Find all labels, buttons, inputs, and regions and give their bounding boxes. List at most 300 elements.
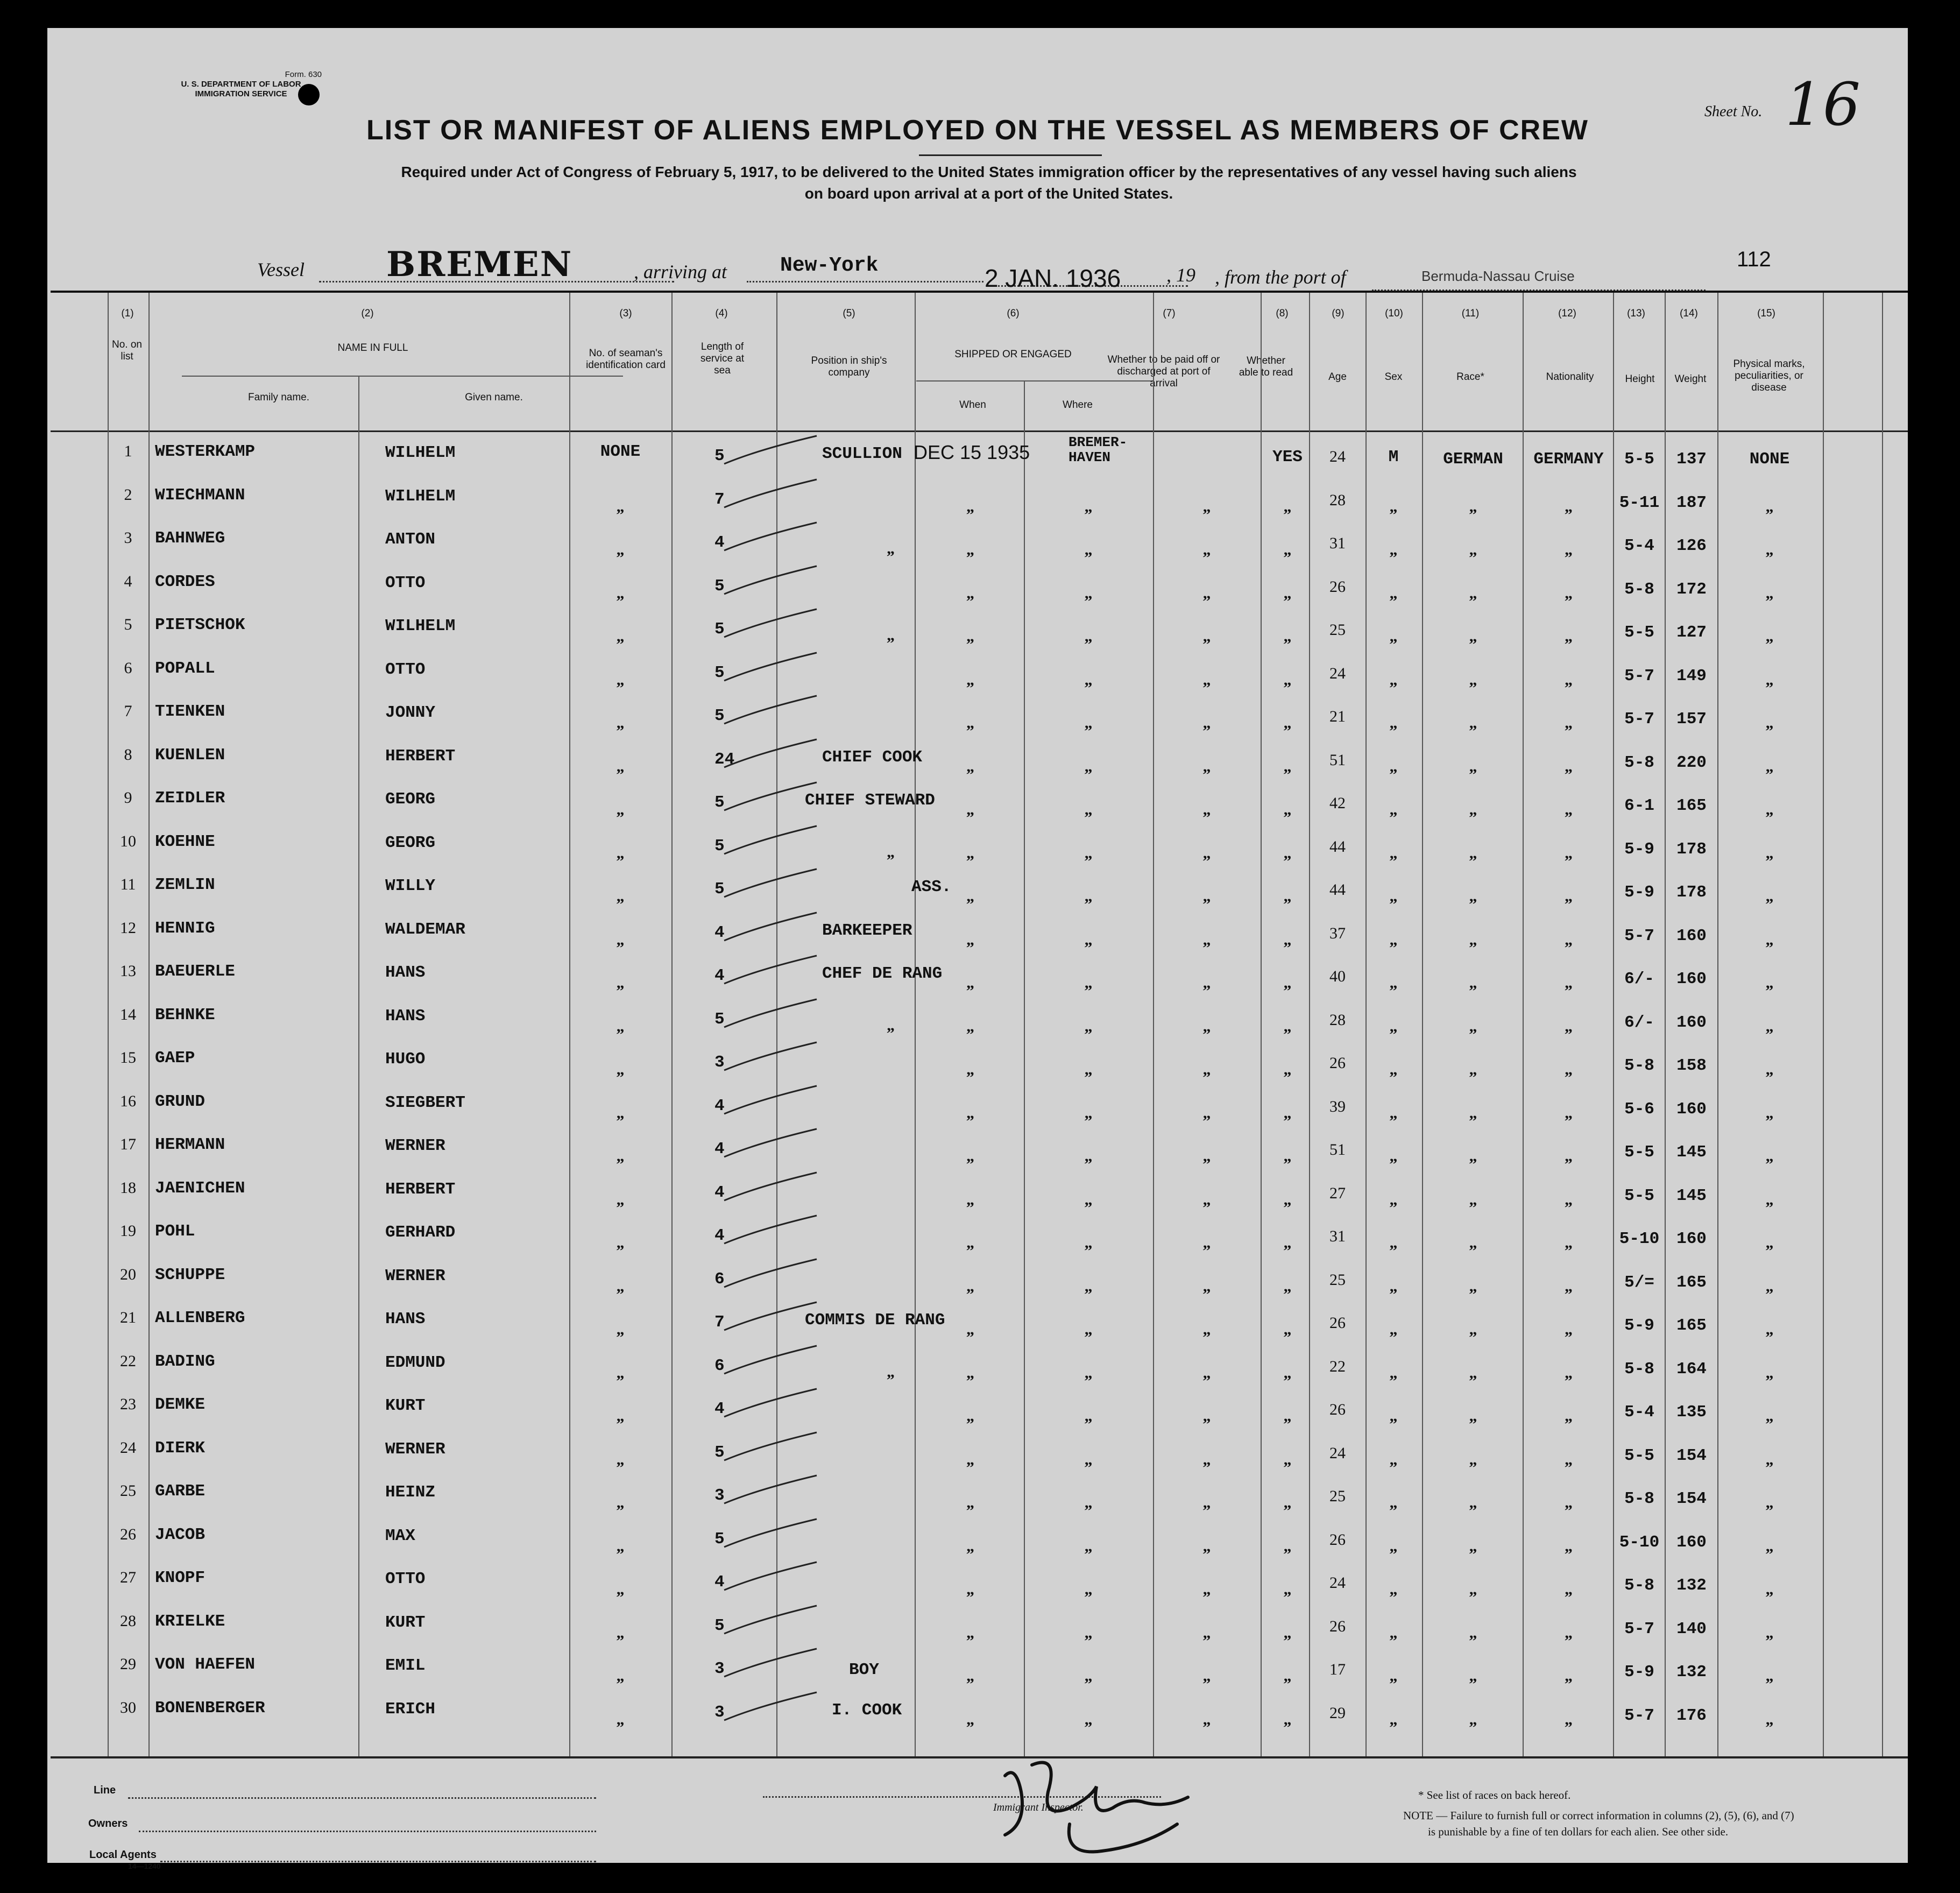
ditto-mark-sex: „: [1389, 627, 1398, 645]
header-nationality: Nationality: [1546, 371, 1594, 383]
weight: 165: [1676, 796, 1707, 815]
ditto-mark-read: „: [1283, 670, 1292, 689]
weight: 164: [1676, 1359, 1707, 1379]
length-of-service: 4: [714, 1226, 725, 1245]
ditto-mark-card: „: [616, 930, 625, 949]
ship-position: „: [887, 1016, 895, 1034]
length-of-service: 5: [714, 836, 725, 856]
ditto-mark-paid: „: [1202, 887, 1211, 905]
service-check-mark: [720, 434, 827, 471]
row-number: 21: [120, 1309, 136, 1326]
given-name: WILHELM: [385, 443, 456, 462]
age: 25: [1329, 621, 1346, 639]
ditto-mark-marks: „: [1765, 670, 1774, 689]
ditto-mark-card: „: [616, 1710, 625, 1728]
footer-owners-label: Owners: [88, 1818, 128, 1830]
ditto-mark-read: „: [1283, 1710, 1292, 1728]
weight: 140: [1676, 1619, 1707, 1638]
header-shipped-engaged: SHIPPED OR ENGAGED: [954, 349, 1072, 360]
ditto-mark-sex: „: [1389, 714, 1398, 732]
ship-position: „: [887, 626, 895, 644]
ditto-mark-card: „: [616, 1190, 625, 1209]
ditto-mark-where: „: [1084, 1710, 1093, 1728]
ditto-mark-when: „: [966, 541, 974, 559]
ditto-mark-nat: „: [1565, 541, 1573, 559]
ditto-mark-marks: „: [1765, 1277, 1774, 1295]
ditto-mark-marks: „: [1765, 714, 1774, 732]
column-rule: [1024, 380, 1025, 1756]
ditto-mark-sex: „: [1389, 541, 1398, 559]
age: 42: [1329, 794, 1346, 812]
sex: M: [1388, 448, 1399, 467]
manifest-sheet: [47, 28, 1908, 1870]
ditto-mark-where: „: [1084, 1017, 1093, 1035]
ditto-mark-paid: „: [1202, 1710, 1211, 1728]
length-of-service: 5: [714, 1616, 725, 1635]
ditto-mark-paid: „: [1202, 930, 1211, 949]
length-of-service: 5: [714, 707, 725, 725]
weight: 187: [1676, 493, 1707, 512]
height: 5-11: [1619, 493, 1660, 512]
given-name: KURT: [385, 1396, 426, 1415]
ditto-mark-race: „: [1469, 844, 1477, 862]
height: 5-6: [1624, 1099, 1654, 1119]
age: 25: [1329, 1487, 1346, 1505]
page-subtitle: [263, 161, 1715, 204]
family-name: KUENLEN: [155, 745, 225, 765]
ditto-mark-nat: „: [1565, 974, 1573, 992]
ditto-mark-paid: „: [1202, 1017, 1211, 1035]
weight: 160: [1676, 1532, 1707, 1552]
weight: 126: [1676, 536, 1707, 555]
ditto-mark-when: „: [966, 1580, 974, 1598]
vessel-name: BREMEN: [386, 244, 573, 285]
ditto-mark-race: „: [1469, 497, 1477, 515]
ditto-mark-card: „: [616, 1623, 625, 1642]
nationality: GERMANY: [1533, 450, 1604, 469]
header-bottom-rule: [51, 430, 1908, 432]
family-name: JACOB: [155, 1525, 206, 1544]
family-name: SCHUPPE: [155, 1265, 225, 1284]
ditto-mark-read: „: [1283, 1320, 1292, 1338]
ditto-mark-sex: „: [1389, 1364, 1398, 1382]
header-id-card: No. of seaman's identification card: [586, 348, 666, 371]
row-number: 19: [120, 1222, 136, 1240]
ditto-mark-marks: „: [1765, 801, 1774, 818]
ditto-mark-paid: „: [1202, 844, 1211, 862]
ditto-mark-race: „: [1469, 1407, 1477, 1425]
ditto-mark-where: „: [1084, 930, 1093, 949]
ditto-mark-race: „: [1469, 584, 1477, 602]
length-of-service: 3: [714, 1659, 725, 1678]
ditto-mark-read: „: [1283, 1494, 1292, 1511]
height: 5-9: [1624, 883, 1654, 902]
ditto-mark-nat: „: [1565, 844, 1573, 862]
service-check-mark: [720, 607, 827, 645]
row-number: 27: [120, 1569, 136, 1586]
length-of-service: 6: [714, 1356, 725, 1375]
given-name: OTTO: [385, 1570, 426, 1588]
height: 5-5: [1624, 1446, 1654, 1465]
ditto-mark-race: „: [1469, 1234, 1477, 1252]
ditto-mark-when: „: [966, 1234, 974, 1252]
ditto-mark-card: „: [616, 1364, 625, 1382]
ditto-mark-race: „: [1469, 1320, 1477, 1338]
ditto-mark-where: „: [1084, 1147, 1093, 1165]
weight: 135: [1676, 1403, 1707, 1422]
ditto-mark-when: „: [966, 801, 974, 818]
family-name: BADING: [155, 1352, 215, 1371]
ditto-mark-read: „: [1283, 1623, 1292, 1642]
given-name: ANTON: [385, 530, 436, 549]
ditto-mark-where: „: [1084, 801, 1093, 818]
age: 24: [1329, 1444, 1346, 1462]
age: 26: [1329, 1401, 1346, 1418]
ditto-mark-nat: „: [1565, 1580, 1573, 1598]
length-of-service: 5: [714, 880, 725, 899]
column-number: (5): [843, 308, 855, 319]
subtitle-line-2: on board upon arrival at a port of the United States.: [804, 185, 1173, 202]
service-check-mark: [720, 1387, 827, 1424]
age: 24: [1329, 1574, 1346, 1592]
shipped-when: DEC 15 1935: [914, 441, 1030, 463]
family-name: BONENBERGER: [155, 1698, 265, 1718]
length-of-service: 24: [714, 750, 735, 769]
ditto-mark-nat: „: [1565, 801, 1573, 818]
height: 5-5: [1624, 623, 1654, 642]
column-number: (4): [715, 308, 728, 319]
given-name: KURT: [385, 1613, 426, 1632]
column-number: (13): [1627, 308, 1645, 319]
ditto-mark-sex: „: [1389, 584, 1398, 602]
ditto-mark-when: „: [966, 930, 974, 949]
family-name: DIERK: [155, 1438, 206, 1458]
family-name: POHL: [155, 1222, 195, 1241]
row-number: 9: [124, 789, 132, 807]
height: 5-10: [1619, 1532, 1660, 1552]
height: 5-8: [1624, 1576, 1654, 1595]
column-number: (15): [1757, 308, 1775, 319]
shipped-where: BREMER-HAVEN: [1069, 434, 1128, 465]
row-number: 24: [120, 1438, 136, 1457]
ditto-mark-read: „: [1283, 1061, 1292, 1078]
weight: 145: [1676, 1186, 1707, 1205]
row-number: 8: [124, 745, 132, 764]
ditto-mark-paid: „: [1202, 801, 1211, 818]
ditto-mark-race: „: [1469, 757, 1477, 775]
ditto-mark-card: „: [616, 844, 625, 862]
ditto-mark-nat: „: [1565, 1277, 1573, 1295]
ditto-mark-nat: „: [1565, 1234, 1573, 1252]
given-name: HEINZ: [385, 1483, 436, 1502]
family-name: BEHNKE: [155, 1005, 215, 1025]
physical-marks: NONE: [1749, 450, 1790, 469]
able-to-read: YES: [1272, 448, 1303, 467]
family-name: POPALL: [155, 659, 215, 678]
ditto-mark-race: „: [1469, 541, 1477, 559]
service-check-mark: [720, 1647, 827, 1684]
service-check-mark: [720, 953, 827, 991]
ditto-mark-marks: „: [1765, 497, 1774, 515]
length-of-service: 4: [714, 1183, 725, 1202]
ditto-mark-race: „: [1469, 670, 1477, 689]
family-name: ZEIDLER: [155, 789, 225, 808]
row-number: 4: [124, 572, 132, 590]
height: 5-8: [1624, 1056, 1654, 1075]
length-of-service: 5: [714, 1529, 725, 1549]
ditto-mark-when: „: [966, 1407, 974, 1425]
ditto-mark-when: „: [966, 670, 974, 689]
ditto-mark-marks: „: [1765, 1450, 1774, 1468]
ditto-mark-sex: „: [1389, 1017, 1398, 1035]
ditto-mark-sex: „: [1389, 1061, 1398, 1078]
column-number: (6): [1007, 308, 1020, 319]
ditto-mark-sex: „: [1389, 801, 1398, 818]
ditto-mark-sex: „: [1389, 1277, 1398, 1295]
header-family-name: Family name.: [247, 392, 310, 403]
age: 24: [1329, 664, 1346, 682]
ditto-mark-where: „: [1084, 1407, 1093, 1425]
length-of-service: 4: [714, 533, 725, 552]
ditto-mark-card: „: [616, 1407, 625, 1425]
ditto-mark-race: „: [1469, 1710, 1477, 1728]
age: 39: [1329, 1097, 1346, 1115]
ditto-mark-marks: „: [1765, 1234, 1774, 1252]
family-name: BAHNWEG: [155, 529, 225, 548]
given-name: WERNER: [385, 1439, 445, 1459]
ditto-mark-when: „: [966, 1710, 974, 1728]
ditto-mark-sex: „: [1389, 1190, 1398, 1209]
age: 25: [1329, 1270, 1346, 1289]
ditto-mark-read: „: [1283, 1580, 1292, 1598]
ship-position: CHIEF STEWARD: [805, 791, 935, 810]
ditto-mark-race: „: [1469, 1364, 1477, 1382]
ditto-mark-race: „: [1469, 627, 1477, 645]
family-name: WIECHMANN: [155, 485, 245, 505]
year-label: , 19: [1166, 264, 1195, 286]
arriving-line: [747, 281, 983, 282]
ditto-mark-read: „: [1283, 1667, 1292, 1685]
row-number: 17: [120, 1135, 136, 1153]
ditto-mark-race: „: [1469, 1494, 1477, 1511]
height: 5-7: [1624, 1619, 1654, 1638]
column-rule: [569, 293, 570, 1756]
weight: 132: [1676, 1663, 1707, 1682]
height: 5-7: [1624, 710, 1654, 729]
ditto-mark-paid: „: [1202, 1580, 1211, 1598]
weight: 160: [1676, 926, 1707, 945]
ditto-mark-marks: „: [1765, 1017, 1774, 1035]
family-name: VON HAEFEN: [155, 1655, 256, 1674]
ditto-mark-where: „: [1084, 1494, 1093, 1511]
height: 5-4: [1624, 536, 1654, 555]
ditto-mark-read: „: [1283, 1537, 1292, 1555]
ship-position: „: [887, 540, 895, 557]
length-of-service: 4: [714, 1140, 725, 1159]
column-rule: [915, 293, 916, 1756]
given-name: ERICH: [385, 1699, 436, 1719]
ditto-mark-paid: „: [1202, 1234, 1211, 1252]
weight: 160: [1676, 970, 1707, 988]
row-number: 7: [124, 702, 132, 720]
ditto-mark-sex: „: [1389, 1234, 1398, 1252]
ditto-mark-when: „: [966, 757, 974, 775]
age: 31: [1329, 534, 1346, 552]
weight: 145: [1676, 1143, 1707, 1162]
ditto-mark-where: „: [1084, 1364, 1093, 1382]
ditto-mark-marks: „: [1765, 887, 1774, 905]
ditto-mark-nat: „: [1565, 757, 1573, 775]
sheet-number: 16: [1785, 70, 1860, 139]
family-name: HERMANN: [155, 1135, 225, 1154]
ditto-mark-race: „: [1469, 974, 1477, 992]
row-number: 14: [120, 1005, 136, 1023]
column-rule: [148, 293, 150, 1756]
service-check-mark: [720, 1690, 827, 1728]
ditto-mark-nat: „: [1565, 1320, 1573, 1338]
ditto-mark-read: „: [1283, 714, 1292, 732]
length-of-service: 5: [714, 1443, 725, 1462]
race: GERMAN: [1443, 450, 1503, 469]
ditto-mark-nat: „: [1565, 1623, 1573, 1642]
ditto-mark-where: „: [1084, 1537, 1093, 1555]
ditto-mark-paid: „: [1202, 1450, 1211, 1468]
height: 5-8: [1624, 1489, 1654, 1508]
height: 5-9: [1624, 839, 1654, 859]
ditto-mark-nat: „: [1565, 1017, 1573, 1035]
ditto-mark-nat: „: [1565, 1494, 1573, 1511]
length-of-service: 5: [714, 447, 725, 465]
ditto-mark-race: „: [1469, 1537, 1477, 1555]
ditto-mark-paid: „: [1202, 541, 1211, 559]
service-check-mark: [720, 1604, 827, 1641]
header-physical-marks: Physical marks, peculiarities, or disease: [1733, 358, 1805, 393]
service-check-mark: [720, 1127, 827, 1164]
row-number: 26: [120, 1525, 136, 1543]
weight: 172: [1676, 580, 1707, 599]
ditto-mark-race: „: [1469, 1017, 1477, 1035]
ditto-mark-race: „: [1469, 1061, 1477, 1078]
length-of-service: 7: [714, 1313, 725, 1332]
service-check-mark: [720, 564, 827, 602]
length-of-service: 4: [714, 1096, 725, 1115]
ditto-mark-sex: „: [1389, 887, 1398, 905]
ditto-mark-nat: „: [1565, 1710, 1573, 1728]
weight: 137: [1676, 450, 1707, 469]
ditto-mark-nat: „: [1565, 1537, 1573, 1555]
given-name: WILLY: [385, 877, 436, 895]
ditto-mark-read: „: [1283, 1147, 1292, 1165]
ditto-mark-marks: „: [1765, 930, 1774, 949]
ditto-mark-nat: „: [1565, 1061, 1573, 1078]
ditto-mark-where: „: [1084, 1061, 1093, 1078]
service-check-mark: [720, 651, 827, 688]
height: 5-7: [1624, 926, 1654, 945]
header-able-to-read: Whether able to read: [1239, 355, 1293, 378]
ditto-mark-when: „: [966, 584, 974, 602]
row-number: 10: [120, 832, 136, 850]
ditto-mark-race: „: [1469, 1623, 1477, 1642]
ditto-mark-when: „: [966, 844, 974, 862]
age: 24: [1329, 448, 1346, 465]
header-when: When: [959, 399, 986, 411]
form-header: [139, 70, 343, 99]
ditto-mark-marks: „: [1765, 1623, 1774, 1642]
ditto-mark-nat: „: [1565, 627, 1573, 645]
given-name: WILHELM: [385, 617, 456, 635]
header-age: Age: [1328, 371, 1347, 383]
ditto-mark-when: „: [966, 497, 974, 515]
ditto-mark-sex: „: [1389, 1407, 1398, 1425]
ditto-mark-marks: „: [1765, 627, 1774, 645]
column-rule: [1823, 293, 1824, 1756]
height: 5-5: [1624, 1186, 1654, 1205]
ditto-mark-nat: „: [1565, 670, 1573, 689]
age: 44: [1329, 837, 1346, 856]
from-port-label: , from the port of: [1215, 266, 1346, 288]
ditto-mark-race: „: [1469, 930, 1477, 949]
ditto-mark-where: „: [1084, 844, 1093, 862]
service-check-mark: [720, 1517, 827, 1555]
ditto-mark-nat: „: [1565, 714, 1573, 732]
row-number: 20: [120, 1265, 136, 1283]
ditto-mark-read: „: [1283, 930, 1292, 949]
column-number: (1): [121, 308, 134, 319]
ship-position: BARKEEPER: [822, 921, 912, 940]
ditto-mark-card: „: [616, 1450, 625, 1468]
ditto-mark-marks: „: [1765, 1364, 1774, 1382]
ditto-mark-paid: „: [1202, 1494, 1211, 1511]
service-check-mark: [720, 1040, 827, 1078]
column-rule: [358, 376, 359, 1756]
family-name: JAENICHEN: [155, 1178, 245, 1198]
weight: 158: [1676, 1056, 1707, 1075]
ditto-mark-where: „: [1084, 887, 1093, 905]
age: 26: [1329, 1530, 1346, 1549]
weight: 165: [1676, 1273, 1707, 1292]
length-of-service: 6: [714, 1269, 725, 1289]
family-name: ZEMLIN: [155, 875, 215, 894]
column-number: (3): [619, 308, 632, 319]
service-check-mark: [720, 1344, 827, 1381]
ship-position: CHEF DE RANG: [822, 964, 943, 983]
ship-position: „: [887, 843, 895, 861]
given-name: HANS: [385, 963, 426, 982]
ditto-mark-card: „: [616, 1104, 625, 1122]
page-reference: 112: [1737, 248, 1771, 271]
ditto-mark-marks: „: [1765, 1147, 1774, 1165]
ditto-mark-paid: „: [1202, 974, 1211, 992]
weight: 154: [1676, 1489, 1707, 1508]
row-number: 13: [120, 962, 136, 980]
given-name: HANS: [385, 1310, 426, 1329]
column-number: (10): [1385, 308, 1403, 319]
height: 6-1: [1624, 796, 1654, 815]
ditto-mark-sex: „: [1389, 1494, 1398, 1511]
height: 5-4: [1624, 1403, 1654, 1422]
ship-position: ASS.: [911, 878, 952, 896]
weight: 154: [1676, 1446, 1707, 1465]
ditto-mark-read: „: [1283, 1190, 1292, 1209]
ditto-mark-card: „: [616, 887, 625, 905]
height: 5/=: [1624, 1273, 1654, 1292]
ditto-mark-paid: „: [1202, 1190, 1211, 1209]
age: 17: [1329, 1661, 1346, 1678]
length-of-service: 7: [714, 490, 725, 509]
age: 22: [1329, 1357, 1346, 1375]
ditto-mark-race: „: [1469, 714, 1477, 732]
given-name: HANS: [385, 1006, 426, 1026]
